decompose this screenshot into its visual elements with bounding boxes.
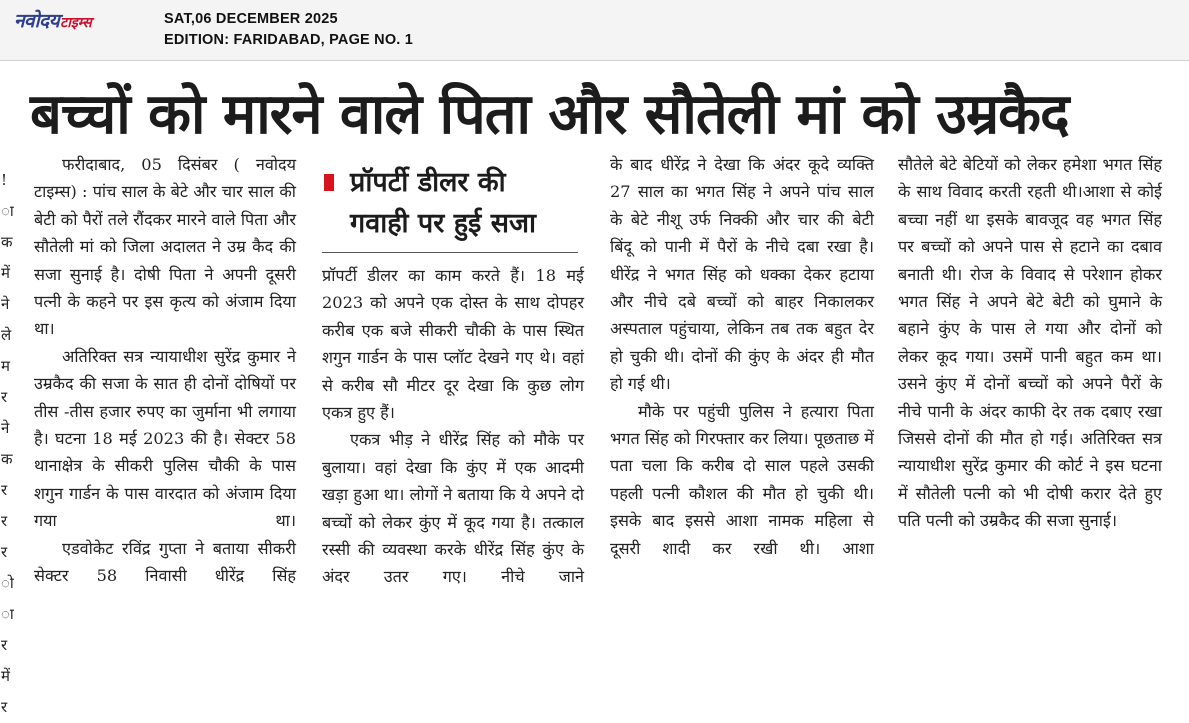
red-square-bullet-icon bbox=[324, 174, 334, 191]
strip-char: र bbox=[1, 543, 8, 561]
article-column-1 bbox=[34, 151, 296, 590]
strip-char: ने bbox=[1, 295, 10, 313]
strip-char: ने bbox=[1, 419, 10, 437]
newspaper-page bbox=[0, 61, 1189, 716]
paragraph: फरीदाबाद, 05 दिसंबर ( नवोदय टाइम्स) : पांच साल के बेटे और चार साल की बेटी को पैरों तले रौंदकर मारने वाले पिता और सौतेली मां को जिला अदालत ने उम्र कैद की सजा सुनाई है। दोषी पिता ने अपनी दूसरी पत्नी के कहने पर इस कृत्य को अंजाम दिया था। bbox=[34, 155, 296, 339]
edition-date: SAT,06 DECEMBER 2025 bbox=[164, 11, 338, 27]
logo-main-text: नवोदय bbox=[14, 10, 60, 32]
article-column-3 bbox=[610, 151, 874, 562]
strip-char: ! bbox=[1, 171, 8, 189]
article-headline: बच्चों को मारने वाले पिता और सौतेली मां को उम्रकैद bbox=[30, 82, 1069, 147]
paragraph: मौके पर पहुंची पुलिस ने हत्यारा पिता भगत सिंह को गिरफ्तार कर लिया। पूछताछ में पता चला कि करीब दो साल पहले उसकी पहली पत्नी कौशल की मौत हो चुकी थी। इसके बाद इससे आशा नामक महिला से दूसरी शादी कर रखी थी। आशा bbox=[610, 401, 874, 558]
article-subheadline bbox=[322, 158, 578, 253]
strip-char: ले bbox=[1, 326, 12, 344]
strip-char: म bbox=[1, 357, 10, 375]
strip-char: क bbox=[1, 450, 13, 468]
paragraph: के बाद धीरेंद्र ने देखा कि अंदर कूदे व्यक्ति 27 साल का भगत सिंह ने अपने पांच साल के बेटे नीशू उर्फ निक्की और चार की बेटी बिंदू को पानी में पैरों के नीचे दबा रखा है। धीरेंद्र ने भगत सिंह को धक्का देकर हटाया और नीचे दबे बच्चों को बाहर निकालकर अस्पताल पहुंचाया, लेकिन तब तक बहुत देर हो चुकी थी। दोनों की कुंए के अंदर ही मौत हो गई थी। bbox=[610, 155, 874, 394]
strip-char: र bbox=[1, 698, 8, 716]
strip-char: ा bbox=[1, 202, 14, 220]
strip-char: क bbox=[1, 233, 13, 251]
article-column-2 bbox=[322, 262, 584, 591]
paragraph: एकत्र भीड़ ने धीरेंद्र सिंह को मौके पर बुलाया। वहां देखा कि कुंए में एक आदमी खड़ा हुआ था। लोगों ने बताया कि ये अपने दो बच्चों को लेकर कुंए में कूद गया है। तत्काल रस्सी की व्यवस्था करके धीरेंद्र सिंह कुंए के अंदर उतर गए। नीचे जाने bbox=[322, 430, 584, 587]
strip-char: में bbox=[1, 264, 10, 282]
strip-char: र bbox=[1, 636, 8, 654]
strip-char: र bbox=[1, 481, 8, 499]
edition-page: EDITION: FARIDABAD, PAGE NO. 1 bbox=[164, 32, 414, 48]
paragraph: एडवोकेट रविंद्र गुप्ता ने बताया सीकरी सेक्टर 58 निवासी धीरेंद्र सिंह bbox=[34, 538, 296, 586]
strip-char: र bbox=[1, 512, 8, 530]
paragraph: अतिरिक्त सत्र न्यायाधीश सुरेंद्र कुमार ने उम्रकैद की सजा के सात ही दोनों दोषियों पर तीस -तीस हजार रुपए का जुर्माना भी लगाया है। घटना 18 मई 2023 की है। सेक्टर 58 थानाक्षेत्र के सीकरी पुलिस चौकी के पास शगुन गार्डन के पास वारदात को अंजाम दिया गया था। bbox=[34, 346, 296, 531]
strip-char: र bbox=[1, 388, 8, 406]
adjacent-article-strip bbox=[0, 165, 14, 723]
logo-sub-text: टाइम्स bbox=[60, 15, 92, 31]
strip-char: ा bbox=[1, 605, 14, 623]
edition-info bbox=[164, 9, 413, 51]
strip-char: ो bbox=[1, 574, 14, 592]
subheadline-text bbox=[350, 162, 580, 244]
article-column-4 bbox=[898, 151, 1162, 535]
masthead-bar bbox=[0, 0, 1189, 61]
paragraph: प्रॉपर्टी डीलर का काम करते हैं। 18 मई 2023 को अपने एक दोस्त के साथ दोपहर करीब एक बजे सीकरी चौकी के पास स्थित शगुन गार्डन के पास प्लॉट देखने गए थे। वहां से करीब सौ मीटर दूर देखा कि कुछ लोग एकत्र हुए हैं। bbox=[322, 266, 584, 423]
paragraph: सौतेले बेटे बेटियों को लेकर हमेशा भगत सिंह के साथ विवाद करती रहती थी।आशा से कोई बच्चा नहीं था इसके बावजूद वह भगत सिंह पर बच्चों को अपने पास से हटाने का दबाव बनाती थी। रोज के विवाद से परेशान होकर भगत सिंह ने अपने बेटे बेटी को घुमाने के बहाने कुंए के पास ले गया और दोनों को लेकर कूद गया। उसमें पानी बहुत कम था। उसने कुंए में दोनों बच्चों को अपने पैरों के नीचे पानी के अंदर काफी देर तक दबाए रखा जिससे दोनों की मौत हो गई। अतिरिक्त सत्र न्यायाधीश सुरेंद्र कुमार की कोर्ट ने इस घटना में सौतेली पत्नी को भी दोषी करार देते हुए पति पत्नी को उम्रकैद की सजा सुनाई। bbox=[898, 155, 1162, 531]
subheadline-line: गवाही पर हुई सजा bbox=[350, 208, 536, 239]
navodaya-times-logo[interactable] bbox=[14, 7, 92, 31]
subheadline-line: प्रॉपर्टी डीलर की bbox=[350, 167, 506, 198]
strip-char: में bbox=[1, 667, 10, 685]
